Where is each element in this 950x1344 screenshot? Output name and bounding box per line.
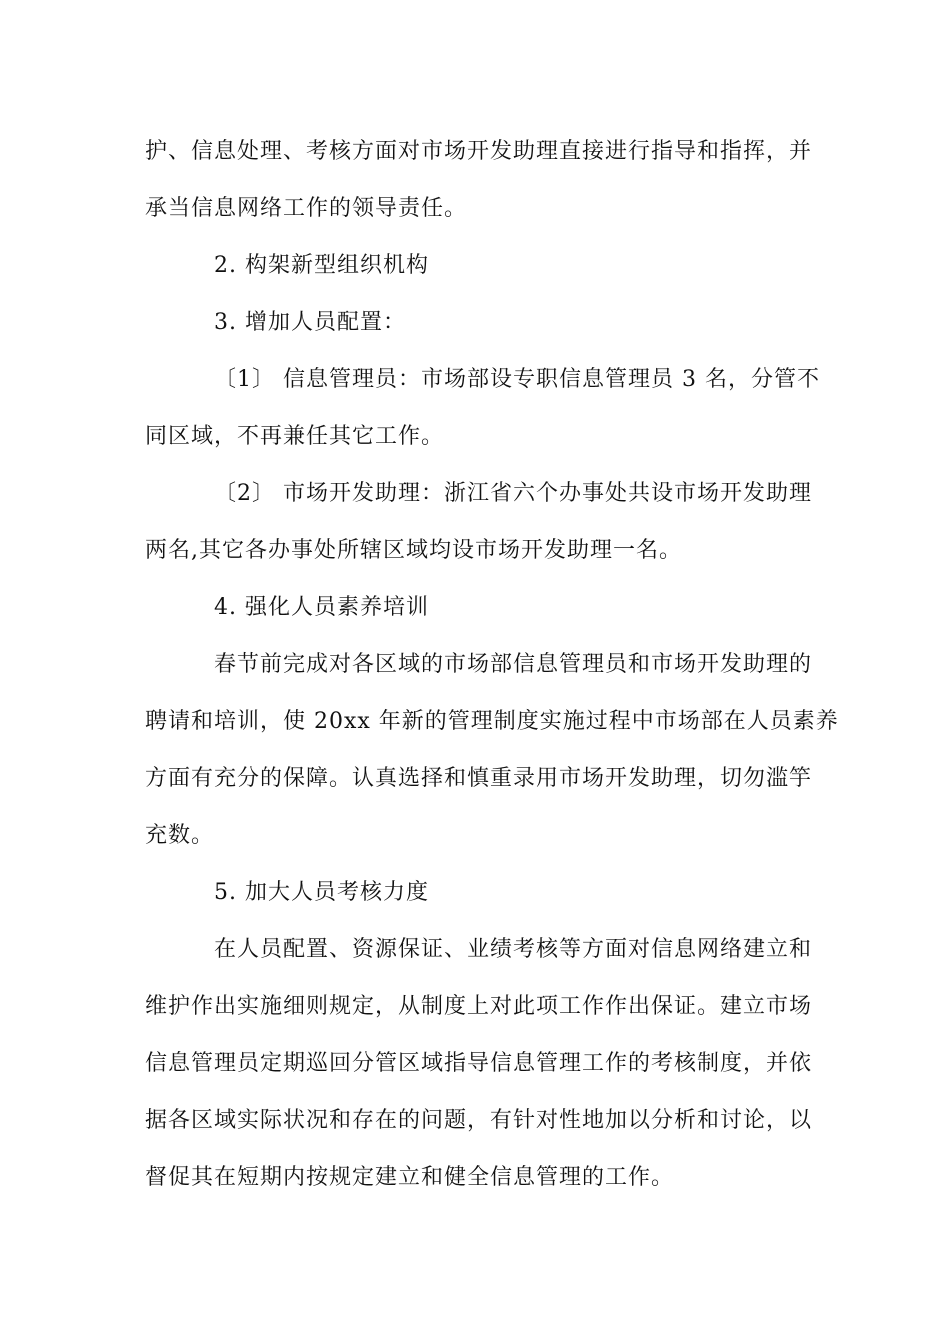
text-line: 聘请和培训，使 20xx 年新的管理制度实施过程中市场部在人员素养	[145, 709, 839, 734]
text-line: 充数。	[145, 823, 215, 848]
text-line: 〔1〕 信息管理员：市场部设专职信息管理员 3 名，分管不	[214, 367, 820, 392]
text-line: 护、信息处理、考核方面对市场开发助理直接进行指导和指挥，并	[145, 139, 813, 164]
section-heading: 4. 强化人员素养培训	[214, 595, 429, 620]
text-line: 两名,其它各办事处所辖区域均设市场开发助理一名。	[145, 538, 682, 563]
section-heading: 3. 增加人员配置：	[214, 310, 406, 335]
text-line: 据各区域实际状况和存在的问题，有针对性地加以分析和讨论，以	[145, 1108, 813, 1133]
text-line: 维护作出实施细则规定，从制度上对此项工作作出保证。建立市场	[145, 994, 813, 1019]
text-line: 承当信息网络工作的领导责任。	[145, 196, 468, 221]
text-line: 信息管理员定期巡回分管区域指导信息管理工作的考核制度，并依	[145, 1051, 813, 1076]
text-line: 春节前完成对各区域的市场部信息管理员和市场开发助理的	[214, 652, 813, 677]
section-heading: 2. 构架新型组织机构	[214, 253, 429, 278]
section-heading: 5. 加大人员考核力度	[214, 880, 429, 905]
text-line: 督促其在短期内按规定建立和健全信息管理的工作。	[145, 1165, 675, 1190]
text-line: 方面有充分的保障。认真选择和慎重录用市场开发助理，切勿滥竽	[145, 766, 813, 791]
text-line: 〔2〕 市场开发助理：浙江省六个办事处共设市场开发助理	[214, 481, 812, 506]
text-line: 在人员配置、资源保证、业绩考核等方面对信息网络建立和	[214, 937, 813, 962]
text-line: 同区域，不再兼任其它工作。	[145, 424, 445, 449]
